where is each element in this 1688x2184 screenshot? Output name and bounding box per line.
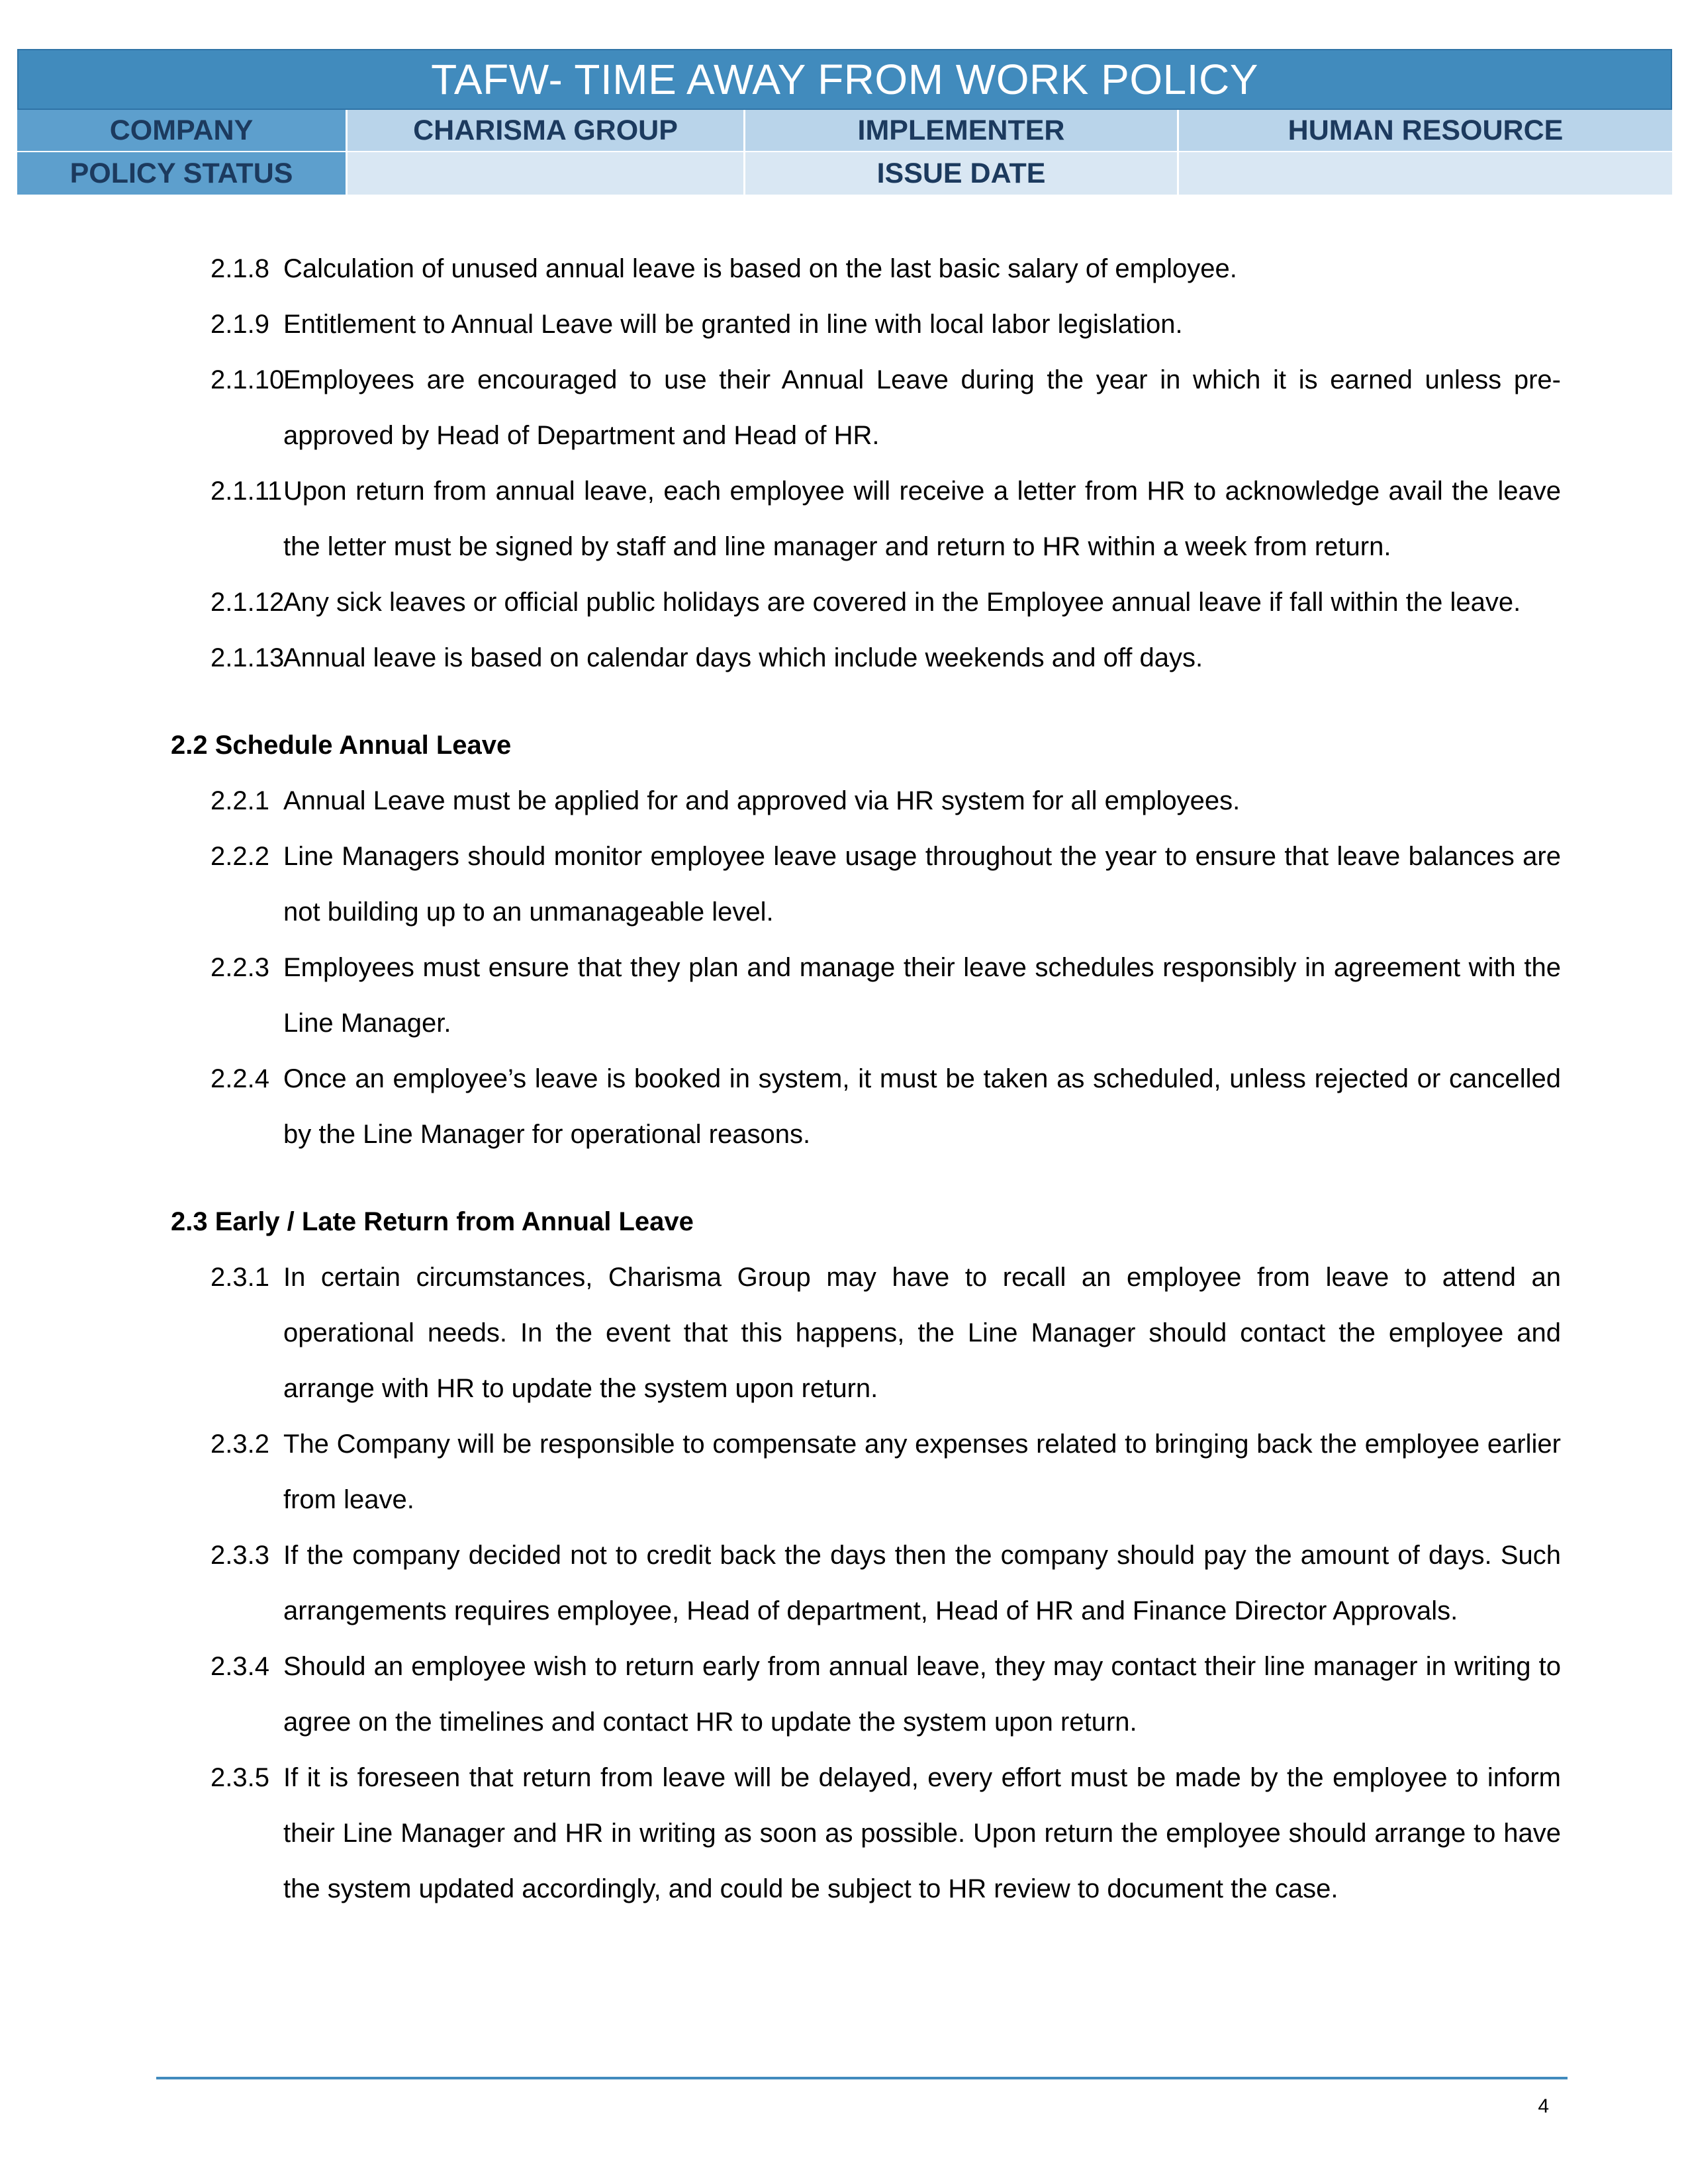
implementer-value: HUMAN RESOURCE <box>1179 110 1672 151</box>
clause-text: Line Managers should monitor employee leave usage throughout the year to ensure that leave balances are not building up to an unmanageable level. <box>283 842 1561 927</box>
issue-date-value <box>1179 152 1672 195</box>
clause-number: 2.2.4 <box>211 1064 269 1093</box>
clause-item <box>171 574 1561 630</box>
clause-text: Entitlement to Annual Leave will be granted in line with local labor legislation. <box>283 310 1183 339</box>
clause-number: 2.3.2 <box>211 1430 269 1459</box>
clause-number: 2.1.10 <box>211 365 285 394</box>
clause-number: 2.1.8 <box>211 254 269 283</box>
footer-divider <box>156 2077 1568 2079</box>
company-label: COMPANY <box>17 110 348 151</box>
clause-number: 2.1.13 <box>211 643 285 672</box>
clause-item <box>171 352 1561 463</box>
clause-number: 2.1.9 <box>211 310 269 339</box>
clause-number: 2.2.3 <box>211 953 269 982</box>
policy-status-value <box>348 152 745 195</box>
clause-list-2-2 <box>171 773 1561 1162</box>
clause-text: If the company decided not to credit back the days then the company should pay the amount of days. Such arrangements requires employee, Head of department, Head of HR and Finance Director Approvals. <box>283 1541 1561 1625</box>
clause-text: In certain circumstances, Charisma Group may have to recall an employee from leave to attend an operational needs. In the event that this happens, the Line Manager should contact the employee and arrange with HR to update the system upon return. <box>283 1263 1561 1403</box>
clause-text: If it is foreseen that return from leave will be delayed, every effort must be made by the employee to inform their Line Manager and HR in writing as soon as possible. Upon return the employee should arrange to have the system updated accordingly, and could be subject to HR review to document the case. <box>283 1763 1561 1903</box>
clause-number: 2.3.5 <box>211 1763 269 1792</box>
policy-title: TAFW- TIME AWAY FROM WORK POLICY <box>17 49 1672 110</box>
clause-number: 2.1.11 <box>211 477 283 506</box>
clause-item <box>171 1250 1561 1416</box>
issue-date-label: ISSUE DATE <box>745 152 1179 195</box>
header-row-company <box>17 110 1672 152</box>
clause-number: 2.1.12 <box>211 588 285 617</box>
header-row-status <box>17 152 1672 195</box>
clause-item <box>171 940 1561 1051</box>
clause-text: The Company will be responsible to compensate any expenses related to bringing back the employee earlier from leave. <box>283 1430 1561 1514</box>
page-number: 4 <box>1538 2095 1549 2117</box>
clause-number: 2.3.3 <box>211 1541 269 1570</box>
policy-header <box>17 49 1672 195</box>
clause-text: Employees are encouraged to use their Annual Leave during the year in which it is earned unless pre-approved by Head of Department and Head of HR. <box>283 365 1561 450</box>
clause-text: Once an employee’s leave is booked in system, it must be taken as scheduled, unless rejected or cancelled by the Line Manager for operational reasons. <box>283 1064 1561 1149</box>
clause-item <box>171 773 1561 829</box>
policy-status-label: POLICY STATUS <box>17 152 348 195</box>
clause-text: Employees must ensure that they plan and manage their leave schedules responsibly in agreement with the Line Manager. <box>283 953 1561 1038</box>
section-heading-2-2: 2.2 Schedule Annual Leave <box>171 731 512 760</box>
clause-item <box>171 1416 1561 1527</box>
clause-item <box>171 1639 1561 1750</box>
clause-item <box>171 1527 1561 1639</box>
clause-text: Annual leave is based on calendar days which include weekends and off days. <box>283 643 1203 672</box>
clause-number: 2.2.2 <box>211 842 269 871</box>
clause-number: 2.2.1 <box>211 786 269 815</box>
implementer-label: IMPLEMENTER <box>745 110 1179 151</box>
clause-list-2-3 <box>171 1250 1561 1917</box>
clause-item <box>171 296 1561 352</box>
clause-item <box>171 463 1561 574</box>
clause-item <box>171 241 1561 296</box>
clause-item <box>171 829 1561 940</box>
clause-text: Any sick leaves or official public holidays are covered in the Employee annual leave if fall within the leave. <box>283 588 1521 617</box>
clause-item <box>171 1051 1561 1162</box>
clause-number: 2.3.4 <box>211 1652 269 1681</box>
clause-text: Annual Leave must be applied for and approved via HR system for all employees. <box>283 786 1241 815</box>
policy-body <box>171 241 1561 1917</box>
clause-number: 2.3.1 <box>211 1263 269 1292</box>
clause-item <box>171 630 1561 686</box>
clause-item <box>171 1750 1561 1917</box>
clause-text: Should an employee wish to return early from annual leave, they may contact their line manager in writing to agree on the timelines and contact HR to update the system upon return. <box>283 1652 1561 1737</box>
clause-text: Upon return from annual leave, each employee will receive a letter from HR to acknowledge avail the leave the letter must be signed by staff and line manager and return to HR within a week from return. <box>283 477 1561 561</box>
section-heading-2-3: 2.3 Early / Late Return from Annual Leave <box>171 1207 694 1236</box>
company-value: CHARISMA GROUP <box>348 110 745 151</box>
clause-list-2-1 <box>171 241 1561 686</box>
clause-text: Calculation of unused annual leave is based on the last basic salary of employee. <box>283 254 1237 283</box>
